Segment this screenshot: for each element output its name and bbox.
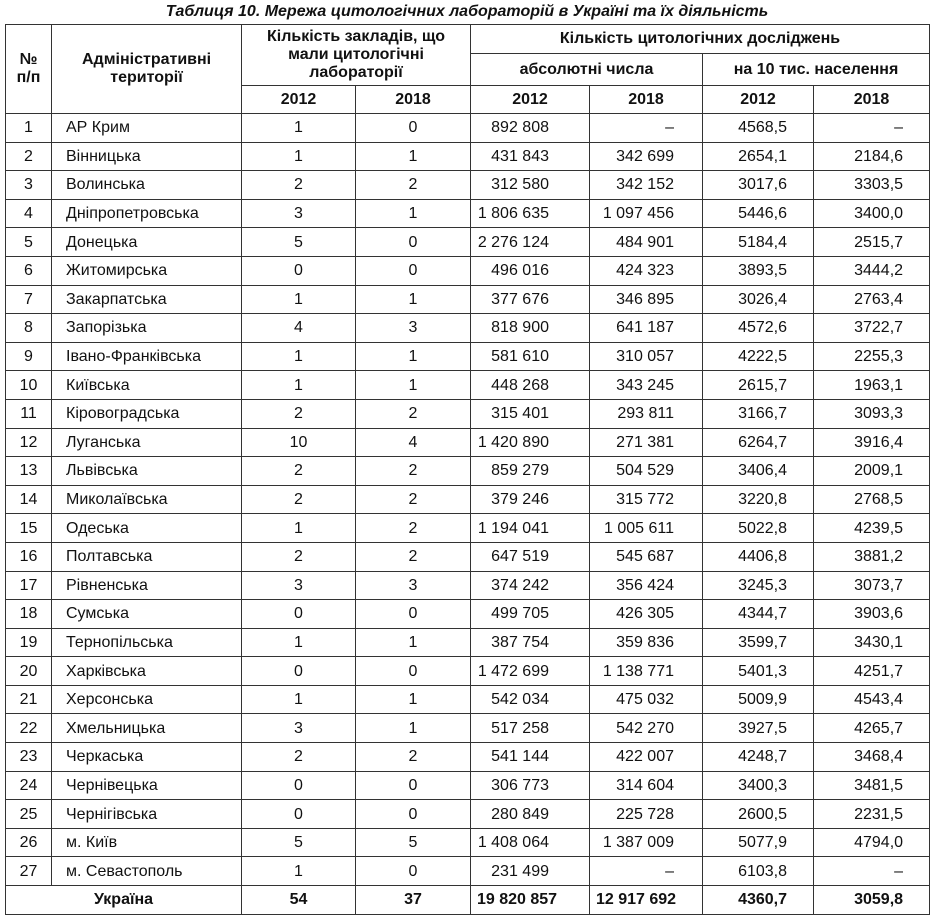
total-row: [6, 886, 930, 915]
institutions-2018: 1: [356, 628, 471, 657]
table-row: [6, 457, 930, 486]
institutions-2012: 0: [242, 800, 356, 829]
absolute-2012: 379 246: [471, 485, 590, 514]
header-inst-2018: 2018: [356, 86, 471, 114]
row-number: 9: [6, 342, 52, 371]
absolute-2018: 504 529: [590, 457, 703, 486]
per10k-2012: 4406,8: [703, 542, 814, 571]
per10k-2018: 2255,3: [814, 342, 930, 371]
per10k-2012: 6103,8: [703, 857, 814, 886]
institutions-2018: 0: [356, 800, 471, 829]
row-number: 11: [6, 399, 52, 428]
institutions-2012: 1: [242, 685, 356, 714]
table-row: [6, 314, 930, 343]
absolute-2018: 359 836: [590, 628, 703, 657]
total-institutions-2018: 37: [356, 886, 471, 915]
per10k-2018: 4251,7: [814, 657, 930, 686]
absolute-2018: –: [590, 114, 703, 143]
row-number: 3: [6, 171, 52, 200]
institutions-2018: 3: [356, 314, 471, 343]
territory-name: Вінницька: [52, 142, 242, 171]
header-num: № п/п: [6, 25, 52, 114]
absolute-2012: 1 408 064: [471, 828, 590, 857]
absolute-2018: 271 381: [590, 428, 703, 457]
table-row: [6, 256, 930, 285]
absolute-2018: 475 032: [590, 685, 703, 714]
territory-name: Івано-Франківська: [52, 342, 242, 371]
absolute-2012: 581 610: [471, 342, 590, 371]
territory-name: Миколаївська: [52, 485, 242, 514]
per10k-2012: 3017,6: [703, 171, 814, 200]
per10k-2012: 5184,4: [703, 228, 814, 257]
absolute-2012: 499 705: [471, 600, 590, 629]
per10k-2012: 3893,5: [703, 256, 814, 285]
absolute-2018: 1 097 456: [590, 199, 703, 228]
table-row: [6, 714, 930, 743]
per10k-2012: 3245,3: [703, 571, 814, 600]
table-row: [6, 771, 930, 800]
institutions-2012: 4: [242, 314, 356, 343]
row-number: 18: [6, 600, 52, 629]
absolute-2012: 431 843: [471, 142, 590, 171]
territory-name: Луганська: [52, 428, 242, 457]
row-number: 8: [6, 314, 52, 343]
table-row: [6, 114, 930, 143]
table-row: [6, 657, 930, 686]
institutions-2012: 2: [242, 171, 356, 200]
absolute-2012: 542 034: [471, 685, 590, 714]
absolute-2018: 641 187: [590, 314, 703, 343]
institutions-2012: 0: [242, 771, 356, 800]
row-number: 5: [6, 228, 52, 257]
institutions-2018: 1: [356, 685, 471, 714]
absolute-2012: 377 676: [471, 285, 590, 314]
absolute-2012: 541 144: [471, 743, 590, 772]
institutions-2018: 2: [356, 542, 471, 571]
per10k-2012: 2654,1: [703, 142, 814, 171]
absolute-2012: 306 773: [471, 771, 590, 800]
institutions-2012: 1: [242, 142, 356, 171]
per10k-2012: 4568,5: [703, 114, 814, 143]
row-number: 24: [6, 771, 52, 800]
institutions-2018: 2: [356, 514, 471, 543]
per10k-2018: –: [814, 857, 930, 886]
absolute-2012: 1 194 041: [471, 514, 590, 543]
row-number: 26: [6, 828, 52, 857]
institutions-2012: 0: [242, 657, 356, 686]
total-absolute-2012: 19 820 857: [471, 886, 590, 915]
table-row: [6, 428, 930, 457]
row-number: 27: [6, 857, 52, 886]
territory-name: Рівненська: [52, 571, 242, 600]
absolute-2018: 545 687: [590, 542, 703, 571]
absolute-2018: 342 152: [590, 171, 703, 200]
per10k-2018: 2515,7: [814, 228, 930, 257]
institutions-2012: 0: [242, 256, 356, 285]
table-row: [6, 342, 930, 371]
absolute-2012: 647 519: [471, 542, 590, 571]
cytology-labs-table: [5, 24, 930, 915]
absolute-2012: 1 806 635: [471, 199, 590, 228]
institutions-2012: 1: [242, 342, 356, 371]
absolute-2012: 315 401: [471, 399, 590, 428]
per10k-2012: 5446,6: [703, 199, 814, 228]
absolute-2018: 293 811: [590, 399, 703, 428]
institutions-2018: 4: [356, 428, 471, 457]
table-row: [6, 199, 930, 228]
institutions-2012: 2: [242, 485, 356, 514]
header-studies: Кількість цитологічних досліджень: [471, 25, 930, 54]
territory-name: Одеська: [52, 514, 242, 543]
table-row: [6, 571, 930, 600]
territory-name: Львівська: [52, 457, 242, 486]
per10k-2012: 4222,5: [703, 342, 814, 371]
per10k-2012: 3026,4: [703, 285, 814, 314]
institutions-2018: 0: [356, 256, 471, 285]
per10k-2018: 4794,0: [814, 828, 930, 857]
territory-name: Донецька: [52, 228, 242, 257]
row-number: 21: [6, 685, 52, 714]
table-row: [6, 628, 930, 657]
absolute-2018: 1 387 009: [590, 828, 703, 857]
table-row: [6, 371, 930, 400]
absolute-2018: 315 772: [590, 485, 703, 514]
table-body: [6, 114, 930, 915]
header-per10k-2018: 2018: [814, 86, 930, 114]
institutions-2012: 1: [242, 285, 356, 314]
territory-name: Херсонська: [52, 685, 242, 714]
per10k-2012: 3220,8: [703, 485, 814, 514]
per10k-2012: 3406,4: [703, 457, 814, 486]
total-institutions-2012: 54: [242, 886, 356, 915]
total-per10k-2012: 4360,7: [703, 886, 814, 915]
table-row: [6, 228, 930, 257]
header-abs-2018: 2018: [590, 86, 703, 114]
header-institutions: Кількість закладів, що мали цитологічні лабораторії: [242, 25, 471, 86]
per10k-2018: 3400,0: [814, 199, 930, 228]
institutions-2012: 1: [242, 857, 356, 886]
header-absolute: абсолютні числа: [471, 54, 703, 86]
per10k-2018: 3303,5: [814, 171, 930, 200]
row-number: 2: [6, 142, 52, 171]
absolute-2018: 426 305: [590, 600, 703, 629]
absolute-2012: 517 258: [471, 714, 590, 743]
per10k-2012: 3927,5: [703, 714, 814, 743]
institutions-2012: 1: [242, 628, 356, 657]
absolute-2012: 1 420 890: [471, 428, 590, 457]
absolute-2018: 356 424: [590, 571, 703, 600]
row-number: 4: [6, 199, 52, 228]
per10k-2018: 3916,4: [814, 428, 930, 457]
per10k-2018: 2768,5: [814, 485, 930, 514]
territory-name: Кіровоградська: [52, 399, 242, 428]
institutions-2018: 0: [356, 600, 471, 629]
territory-name: Чернівецька: [52, 771, 242, 800]
absolute-2018: 342 699: [590, 142, 703, 171]
absolute-2012: 448 268: [471, 371, 590, 400]
row-number: 14: [6, 485, 52, 514]
institutions-2012: 0: [242, 600, 356, 629]
absolute-2018: 310 057: [590, 342, 703, 371]
per10k-2018: 3444,2: [814, 256, 930, 285]
absolute-2012: 387 754: [471, 628, 590, 657]
territory-name: Київська: [52, 371, 242, 400]
absolute-2012: 280 849: [471, 800, 590, 829]
table-row: [6, 857, 930, 886]
table-caption: Таблиця 10. Мережа цитологічних лабораторій в Україні та їх діяльність: [165, 3, 769, 20]
per10k-2012: 5022,8: [703, 514, 814, 543]
per10k-2018: 3468,4: [814, 743, 930, 772]
table-row: [6, 828, 930, 857]
institutions-2018: 2: [356, 399, 471, 428]
table-row: [6, 542, 930, 571]
institutions-2012: 2: [242, 399, 356, 428]
row-number: 13: [6, 457, 52, 486]
absolute-2018: 346 895: [590, 285, 703, 314]
territory-name: Харківська: [52, 657, 242, 686]
per10k-2012: 3400,3: [703, 771, 814, 800]
per10k-2012: 4572,6: [703, 314, 814, 343]
institutions-2012: 2: [242, 542, 356, 571]
institutions-2018: 0: [356, 114, 471, 143]
institutions-2012: 1: [242, 371, 356, 400]
row-number: 22: [6, 714, 52, 743]
table-row: [6, 514, 930, 543]
table-row: [6, 743, 930, 772]
row-number: 1: [6, 114, 52, 143]
per10k-2012: 4248,7: [703, 743, 814, 772]
absolute-2018: 424 323: [590, 256, 703, 285]
absolute-2012: 496 016: [471, 256, 590, 285]
institutions-2018: 0: [356, 857, 471, 886]
territory-name: Дніпропетровська: [52, 199, 242, 228]
absolute-2012: 1 472 699: [471, 657, 590, 686]
territory-name: Полтавська: [52, 542, 242, 571]
absolute-2018: 1 005 611: [590, 514, 703, 543]
institutions-2018: 0: [356, 771, 471, 800]
absolute-2018: 225 728: [590, 800, 703, 829]
institutions-2012: 2: [242, 457, 356, 486]
total-absolute-2018: 12 917 692: [590, 886, 703, 915]
absolute-2012: 312 580: [471, 171, 590, 200]
per10k-2018: 3881,2: [814, 542, 930, 571]
institutions-2018: 1: [356, 371, 471, 400]
per10k-2018: 3903,6: [814, 600, 930, 629]
institutions-2012: 5: [242, 228, 356, 257]
absolute-2018: 1 138 771: [590, 657, 703, 686]
territory-name: Запорізька: [52, 314, 242, 343]
header-abs-2012: 2012: [471, 86, 590, 114]
per10k-2012: 3599,7: [703, 628, 814, 657]
per10k-2018: 3093,3: [814, 399, 930, 428]
per10k-2012: 2600,5: [703, 800, 814, 829]
per10k-2018: 2009,1: [814, 457, 930, 486]
row-number: 25: [6, 800, 52, 829]
institutions-2012: 2: [242, 743, 356, 772]
institutions-2018: 1: [356, 342, 471, 371]
table-row: [6, 171, 930, 200]
row-number: 10: [6, 371, 52, 400]
row-number: 17: [6, 571, 52, 600]
absolute-2018: 542 270: [590, 714, 703, 743]
absolute-2018: 484 901: [590, 228, 703, 257]
territory-name: АР Крим: [52, 114, 242, 143]
institutions-2018: 1: [356, 714, 471, 743]
institutions-2012: 10: [242, 428, 356, 457]
table-row: [6, 142, 930, 171]
institutions-2012: 5: [242, 828, 356, 857]
per10k-2012: 5009,9: [703, 685, 814, 714]
territory-name: Волинська: [52, 171, 242, 200]
per10k-2012: 3166,7: [703, 399, 814, 428]
per10k-2012: 4344,7: [703, 600, 814, 629]
header-per10k: на 10 тис. населення: [703, 54, 930, 86]
absolute-2018: –: [590, 857, 703, 886]
row-number: 6: [6, 256, 52, 285]
per10k-2012: 5401,3: [703, 657, 814, 686]
table-row: [6, 685, 930, 714]
institutions-2012: 3: [242, 199, 356, 228]
header-per10k-2012: 2012: [703, 86, 814, 114]
institutions-2018: 2: [356, 743, 471, 772]
territory-name: Житомирська: [52, 256, 242, 285]
institutions-2018: 2: [356, 457, 471, 486]
row-number: 7: [6, 285, 52, 314]
absolute-2012: 2 276 124: [471, 228, 590, 257]
per10k-2012: 6264,7: [703, 428, 814, 457]
table-row: [6, 600, 930, 629]
absolute-2018: 314 604: [590, 771, 703, 800]
per10k-2012: 2615,7: [703, 371, 814, 400]
per10k-2012: 5077,9: [703, 828, 814, 857]
institutions-2012: 1: [242, 514, 356, 543]
institutions-2018: 1: [356, 285, 471, 314]
row-number: 12: [6, 428, 52, 457]
territory-name: Тернопільська: [52, 628, 242, 657]
per10k-2018: 1963,1: [814, 371, 930, 400]
institutions-2018: 2: [356, 485, 471, 514]
per10k-2018: 4265,7: [814, 714, 930, 743]
absolute-2018: 422 007: [590, 743, 703, 772]
per10k-2018: 3481,5: [814, 771, 930, 800]
header-territory: Адміністративні території: [52, 25, 242, 114]
absolute-2012: 231 499: [471, 857, 590, 886]
per10k-2018: 4239,5: [814, 514, 930, 543]
absolute-2018: 343 245: [590, 371, 703, 400]
institutions-2018: 0: [356, 228, 471, 257]
per10k-2018: –: [814, 114, 930, 143]
table-row: [6, 285, 930, 314]
per10k-2018: 2763,4: [814, 285, 930, 314]
total-label: Україна: [6, 886, 242, 915]
territory-name: Хмельницька: [52, 714, 242, 743]
territory-name: Закарпатська: [52, 285, 242, 314]
per10k-2018: 3430,1: [814, 628, 930, 657]
institutions-2018: 2: [356, 171, 471, 200]
table-row: [6, 485, 930, 514]
per10k-2018: 2184,6: [814, 142, 930, 171]
territory-name: м. Севастополь: [52, 857, 242, 886]
institutions-2012: 3: [242, 714, 356, 743]
row-number: 19: [6, 628, 52, 657]
absolute-2012: 892 808: [471, 114, 590, 143]
absolute-2012: 374 242: [471, 571, 590, 600]
table-row: [6, 800, 930, 829]
institutions-2012: 1: [242, 114, 356, 143]
per10k-2018: 3073,7: [814, 571, 930, 600]
row-number: 23: [6, 743, 52, 772]
absolute-2012: 818 900: [471, 314, 590, 343]
institutions-2018: 3: [356, 571, 471, 600]
territory-name: Черкаська: [52, 743, 242, 772]
total-per10k-2018: 3059,8: [814, 886, 930, 915]
row-number: 16: [6, 542, 52, 571]
absolute-2012: 859 279: [471, 457, 590, 486]
institutions-2018: 5: [356, 828, 471, 857]
row-number: 15: [6, 514, 52, 543]
per10k-2018: 4543,4: [814, 685, 930, 714]
territory-name: Сумська: [52, 600, 242, 629]
per10k-2018: 3722,7: [814, 314, 930, 343]
territory-name: м. Київ: [52, 828, 242, 857]
per10k-2018: 2231,5: [814, 800, 930, 829]
institutions-2018: 1: [356, 199, 471, 228]
institutions-2018: 0: [356, 657, 471, 686]
header-inst-2012: 2012: [242, 86, 356, 114]
institutions-2012: 3: [242, 571, 356, 600]
table-row: [6, 399, 930, 428]
territory-name: Чернігівська: [52, 800, 242, 829]
row-number: 20: [6, 657, 52, 686]
institutions-2018: 1: [356, 142, 471, 171]
